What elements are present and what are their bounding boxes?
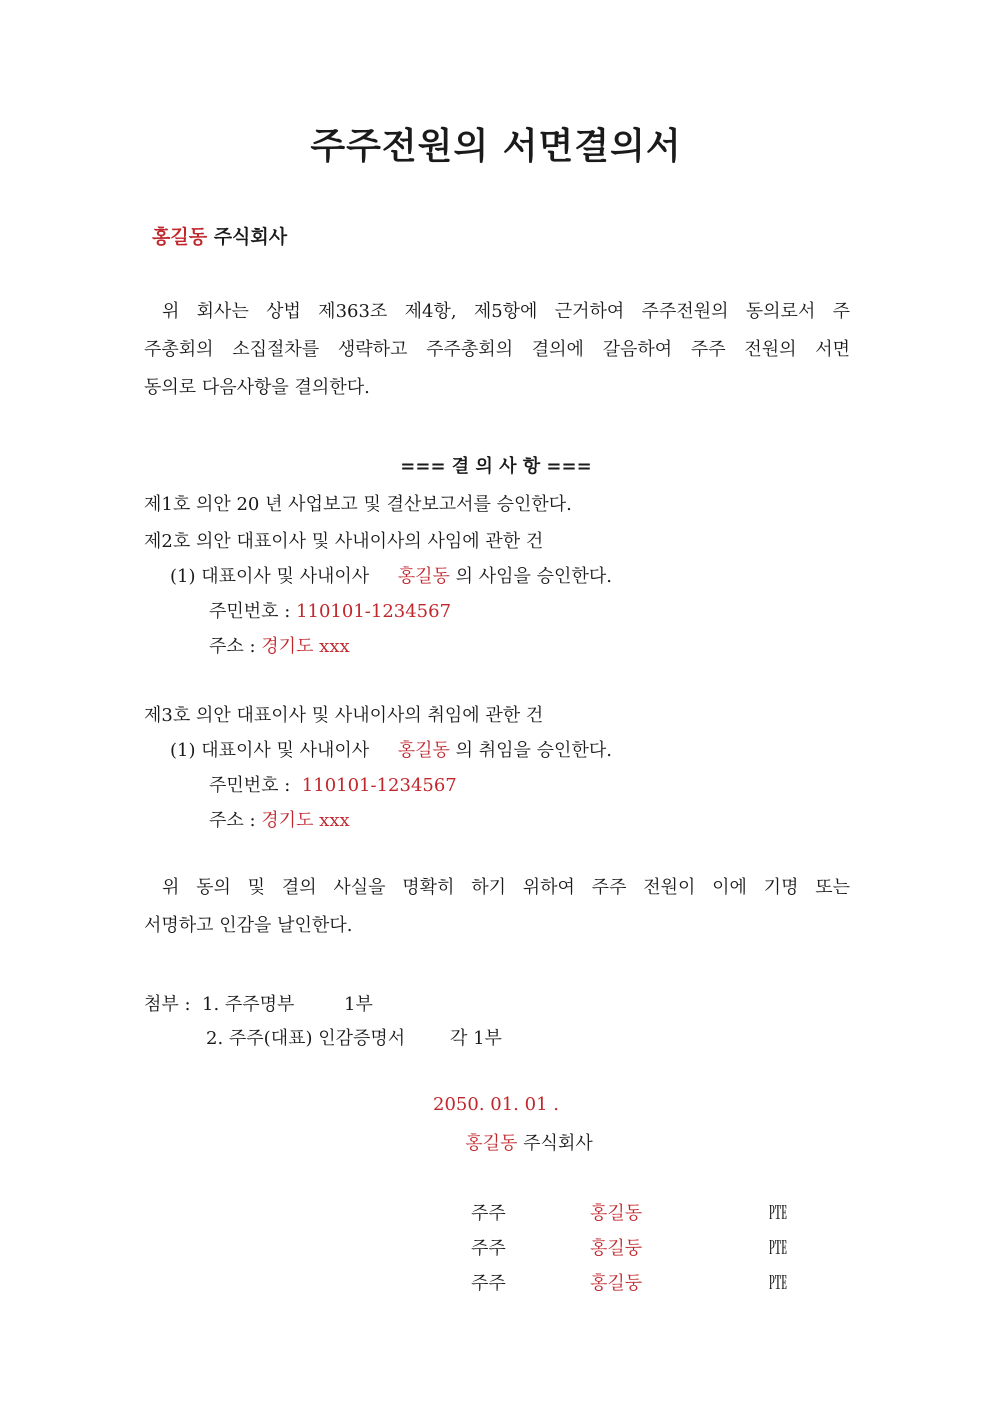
signature-row-2-role: 주주	[471, 1238, 506, 1259]
company-name: 홍길동	[152, 226, 208, 248]
resolution-item-2-sub	[170, 562, 612, 588]
signature-row-1-role: 주주	[471, 1203, 506, 1224]
attachment-label: 첨부 :	[144, 994, 191, 1015]
item2-address-line	[209, 632, 350, 658]
item2-sub-prefix: (1) 대표이사 및 사내이사	[170, 566, 370, 587]
company-footer-suffix: 주식회사	[523, 1133, 593, 1154]
company-footer	[0, 1129, 992, 1155]
item3-sub-prefix: (1) 대표이사 및 사내이사	[170, 740, 370, 761]
resolution-heading: === 결 의 사 항 ===	[400, 456, 592, 477]
item2-sub-suffix: 의 사임을 승인한다.	[455, 566, 612, 587]
item3-address-value: 경기도 xxx	[261, 810, 350, 831]
resolution-date: 2050. 01. 01 .	[433, 1094, 559, 1115]
attachment-1-name: 1. 주주명부	[202, 994, 295, 1015]
closing-paragraph	[144, 869, 850, 945]
seal-icon: ㉐	[769, 1203, 787, 1224]
item2-id-line	[209, 597, 451, 623]
resolution-item-3-title: 제3호 의안 대표이사 및 사내이사의 취임에 관한 건	[144, 705, 544, 726]
item3-person-name: 홍길동	[397, 740, 450, 761]
signature-row-3-name: 홍길둥	[590, 1273, 643, 1294]
closing-line-1: 위 동의 및 결의 사실을 명확히 하기 위하여 주주 전원이 이에 기명 또는	[162, 877, 850, 898]
item3-address-label: 주소 :	[209, 810, 256, 831]
item2-id-value: 110101-1234567	[296, 601, 452, 622]
item3-address-line	[209, 806, 350, 832]
company-suffix: 주식회사	[213, 226, 288, 248]
signature-row-3-role: 주주	[471, 1273, 506, 1294]
intro-line-1: 위 회사는 상법 제363조 제4항, 제5항에 근거하여 주주전원의 동의로서 주	[162, 301, 850, 322]
attachment-1-qty: 1부	[344, 994, 373, 1015]
company-footer-name: 홍길동	[465, 1133, 518, 1154]
intro-paragraph	[144, 293, 850, 407]
seal-icon: ㉐	[769, 1238, 787, 1259]
signature-row-1-name: 홍길동	[590, 1203, 643, 1224]
seal-icon: ㉐	[769, 1273, 787, 1294]
item3-sub-suffix: 의 취임을 승인한다.	[455, 740, 612, 761]
item3-id-line	[209, 771, 457, 797]
company-header	[152, 222, 287, 249]
resolution-item-2-title: 제2호 의안 대표이사 및 사내이사의 사임에 관한 건	[144, 531, 544, 552]
resolution-item-1: 제1호 의안 20 년 사업보고 및 결산보고서를 승인한다.	[144, 494, 572, 515]
document-title: 주주전원의 서면결의서	[310, 126, 682, 167]
signature-row-2-name: 홍길둥	[590, 1238, 643, 1259]
intro-line-2: 주총회의 소집절차를 생략하고 주주총회의 결의에 갈음하여 주주 전원의 서면	[144, 339, 850, 360]
item3-id-value: 110101-1234567	[301, 775, 457, 796]
intro-line-3: 동의로 다음사항을 결의한다.	[144, 377, 370, 398]
resolution-item-3-sub	[170, 736, 612, 762]
attachment-2-name: 2. 주주(대표) 인감증명서	[206, 1028, 406, 1049]
closing-line-2: 서명하고 인감을 날인한다.	[144, 915, 353, 936]
attachment-2-qty: 각 1부	[450, 1028, 502, 1049]
item2-person-name: 홍길동	[397, 566, 450, 587]
item3-id-label: 주민번호 :	[209, 775, 291, 796]
item2-address-value: 경기도 xxx	[261, 636, 350, 657]
item2-address-label: 주소 :	[209, 636, 256, 657]
item2-id-label: 주민번호 :	[209, 601, 291, 622]
